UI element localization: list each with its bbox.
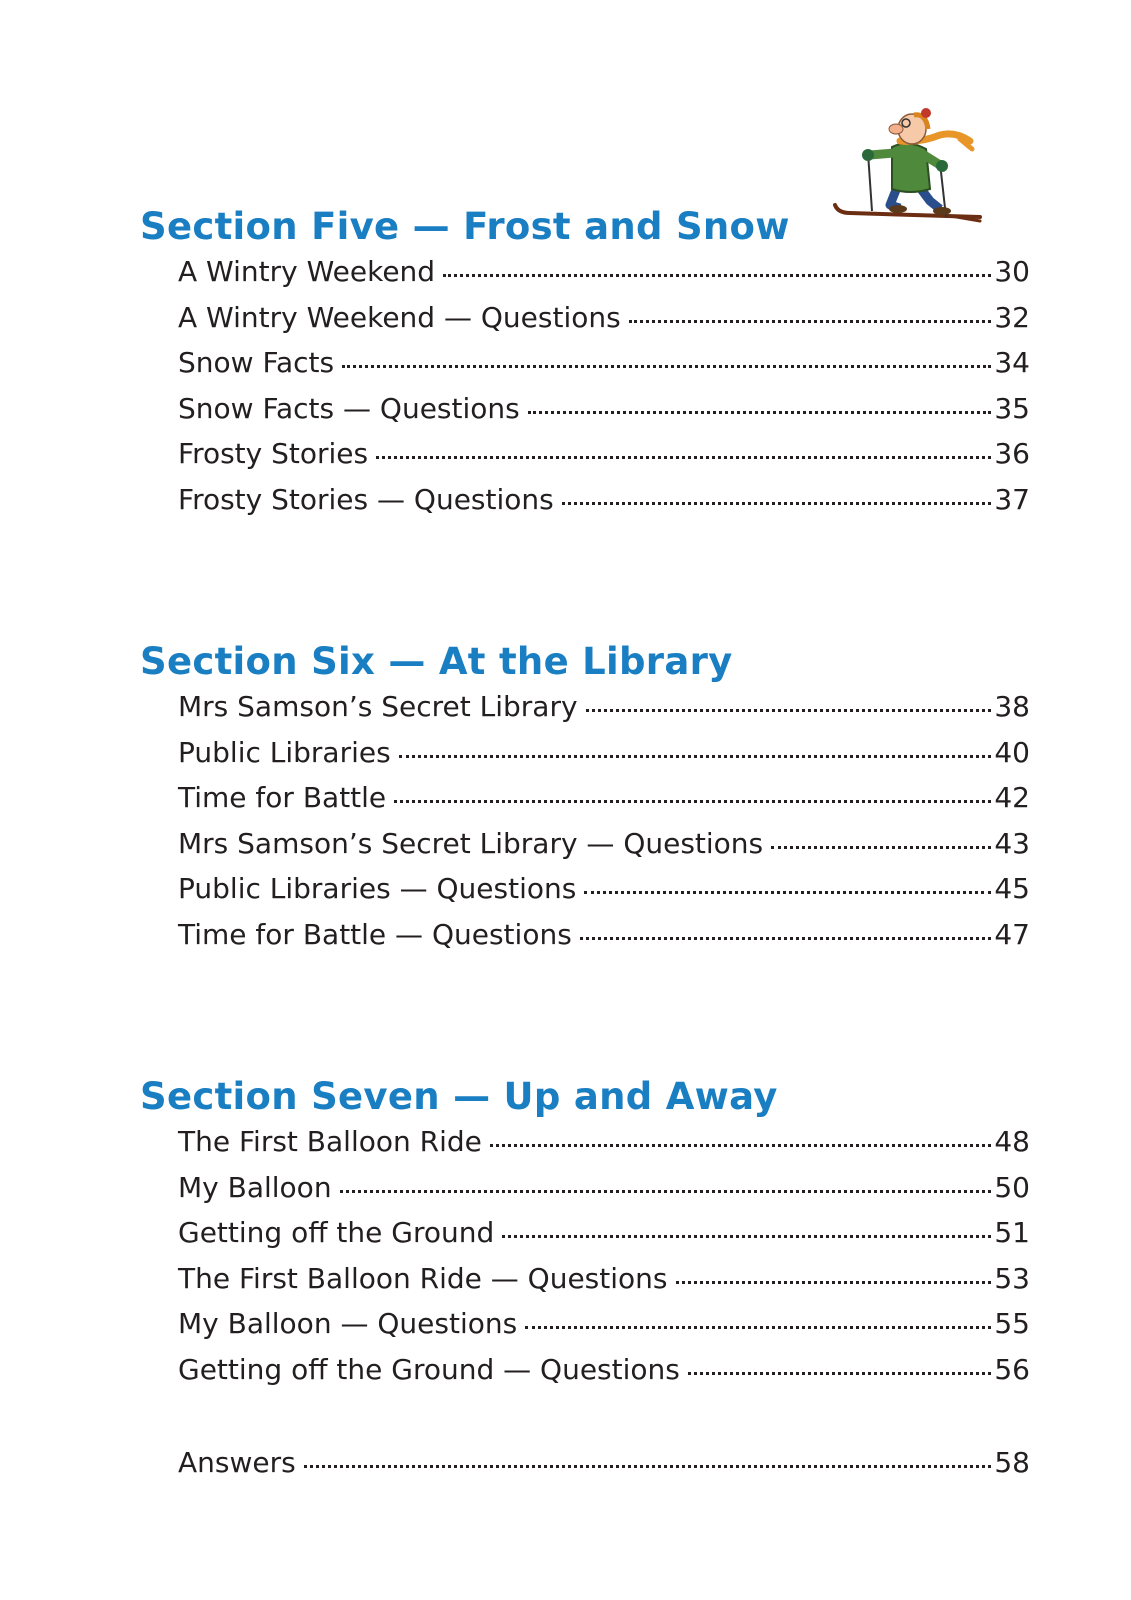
page-number: 40 [994, 735, 1030, 769]
toc-entry[interactable] [178, 431, 1030, 477]
section-title: Section Five — Frost and Snow [140, 205, 790, 248]
toc-entry-title: My Balloon [178, 1170, 332, 1204]
page-number: 34 [994, 346, 1030, 379]
toc-entry[interactable] [178, 295, 1030, 341]
section-five [140, 205, 1030, 522]
section-title: Section Six — At the Library [140, 640, 733, 683]
toc-list [140, 684, 1030, 957]
dot-leader [304, 1464, 992, 1468]
toc-entry[interactable] [178, 730, 1030, 776]
toc-entry-title: Mrs Samson’s Secret Library — Questions [178, 826, 764, 860]
toc-entry[interactable] [178, 684, 1030, 730]
dot-leader [340, 1189, 992, 1193]
toc-entry-title: Getting off the Ground — Questions [178, 1352, 680, 1386]
toc-entry[interactable] [178, 912, 1030, 958]
dot-leader [676, 1280, 992, 1284]
dot-leader [586, 708, 992, 712]
toc-entry[interactable] [178, 386, 1030, 432]
toc-entry-title: A Wintry Weekend [178, 255, 436, 288]
toc-entry-answers[interactable] [178, 1440, 1030, 1486]
dot-leader [771, 845, 991, 849]
toc-list [140, 1440, 1030, 1486]
page-number: 58 [994, 1446, 1030, 1479]
toc-entry-title: Public Libraries [178, 735, 391, 769]
page-number: 38 [994, 690, 1030, 723]
section-seven [140, 1075, 1030, 1392]
page-number: 45 [994, 872, 1030, 905]
toc-entry-title: Frosty Stories — Questions [178, 482, 554, 516]
toc-entry-title: Public Libraries — Questions [178, 872, 577, 905]
page-number: 47 [994, 917, 1030, 951]
page-number: 55 [994, 1307, 1030, 1340]
toc-entry-title: My Balloon — Questions [178, 1307, 518, 1340]
page-number: 43 [994, 826, 1030, 860]
answers-block [140, 1440, 1030, 1486]
page-number: 42 [994, 781, 1030, 814]
toc-entry-title: Getting off the Ground [178, 1216, 495, 1249]
toc-entry[interactable] [178, 866, 1030, 912]
section-six [140, 640, 1030, 957]
dot-leader [399, 754, 992, 758]
toc-entry[interactable] [178, 249, 1030, 295]
page-number: 51 [994, 1216, 1030, 1249]
dot-leader [584, 890, 991, 894]
toc-entry[interactable] [178, 1301, 1030, 1347]
toc-entry[interactable] [178, 821, 1030, 867]
toc-entry[interactable] [178, 340, 1030, 386]
toc-entry[interactable] [178, 1119, 1030, 1165]
page-number: 30 [994, 255, 1030, 288]
page-number: 53 [994, 1261, 1030, 1295]
dot-leader [502, 1234, 991, 1238]
dot-leader [443, 273, 991, 277]
toc-entry[interactable] [178, 1347, 1030, 1393]
toc-entry-title: Time for Battle [178, 781, 387, 814]
dot-leader [342, 364, 991, 368]
dot-leader [490, 1143, 991, 1147]
section-title: Section Seven — Up and Away [140, 1075, 778, 1118]
toc-entry-title: Mrs Samson’s Secret Library [178, 690, 578, 723]
page-number: 56 [994, 1352, 1030, 1386]
toc-entry-title: The First Balloon Ride — Questions [178, 1261, 668, 1295]
dot-leader [580, 936, 992, 940]
dot-leader [525, 1325, 991, 1329]
dot-leader [688, 1371, 991, 1375]
toc-entry-title: Snow Facts — Questions [178, 391, 520, 425]
dot-leader [376, 455, 991, 459]
toc-entry[interactable] [178, 477, 1030, 523]
dot-leader [629, 319, 992, 323]
toc-entry[interactable] [178, 1256, 1030, 1302]
toc-entry-title: The First Balloon Ride [178, 1125, 482, 1158]
page-number: 48 [994, 1125, 1030, 1158]
toc-entry-title: Frosty Stories [178, 437, 369, 470]
toc-entry[interactable] [178, 775, 1030, 821]
toc-entry[interactable] [178, 1210, 1030, 1256]
dot-leader [562, 501, 992, 505]
toc-entry-title: Time for Battle — Questions [178, 917, 572, 951]
toc-list [140, 249, 1030, 522]
toc-entry-title: A Wintry Weekend — Questions [178, 300, 621, 334]
toc-entry[interactable] [178, 1165, 1030, 1211]
page-number: 36 [994, 437, 1030, 470]
dot-leader [394, 799, 991, 803]
dot-leader [528, 410, 992, 414]
toc-list [140, 1119, 1030, 1392]
toc-entry-title: Answers [178, 1446, 296, 1479]
page-number: 50 [994, 1170, 1030, 1204]
page-number: 37 [994, 482, 1030, 516]
page-number: 35 [994, 391, 1030, 425]
page-number: 32 [994, 300, 1030, 334]
toc-entry-title: Snow Facts [178, 346, 335, 379]
